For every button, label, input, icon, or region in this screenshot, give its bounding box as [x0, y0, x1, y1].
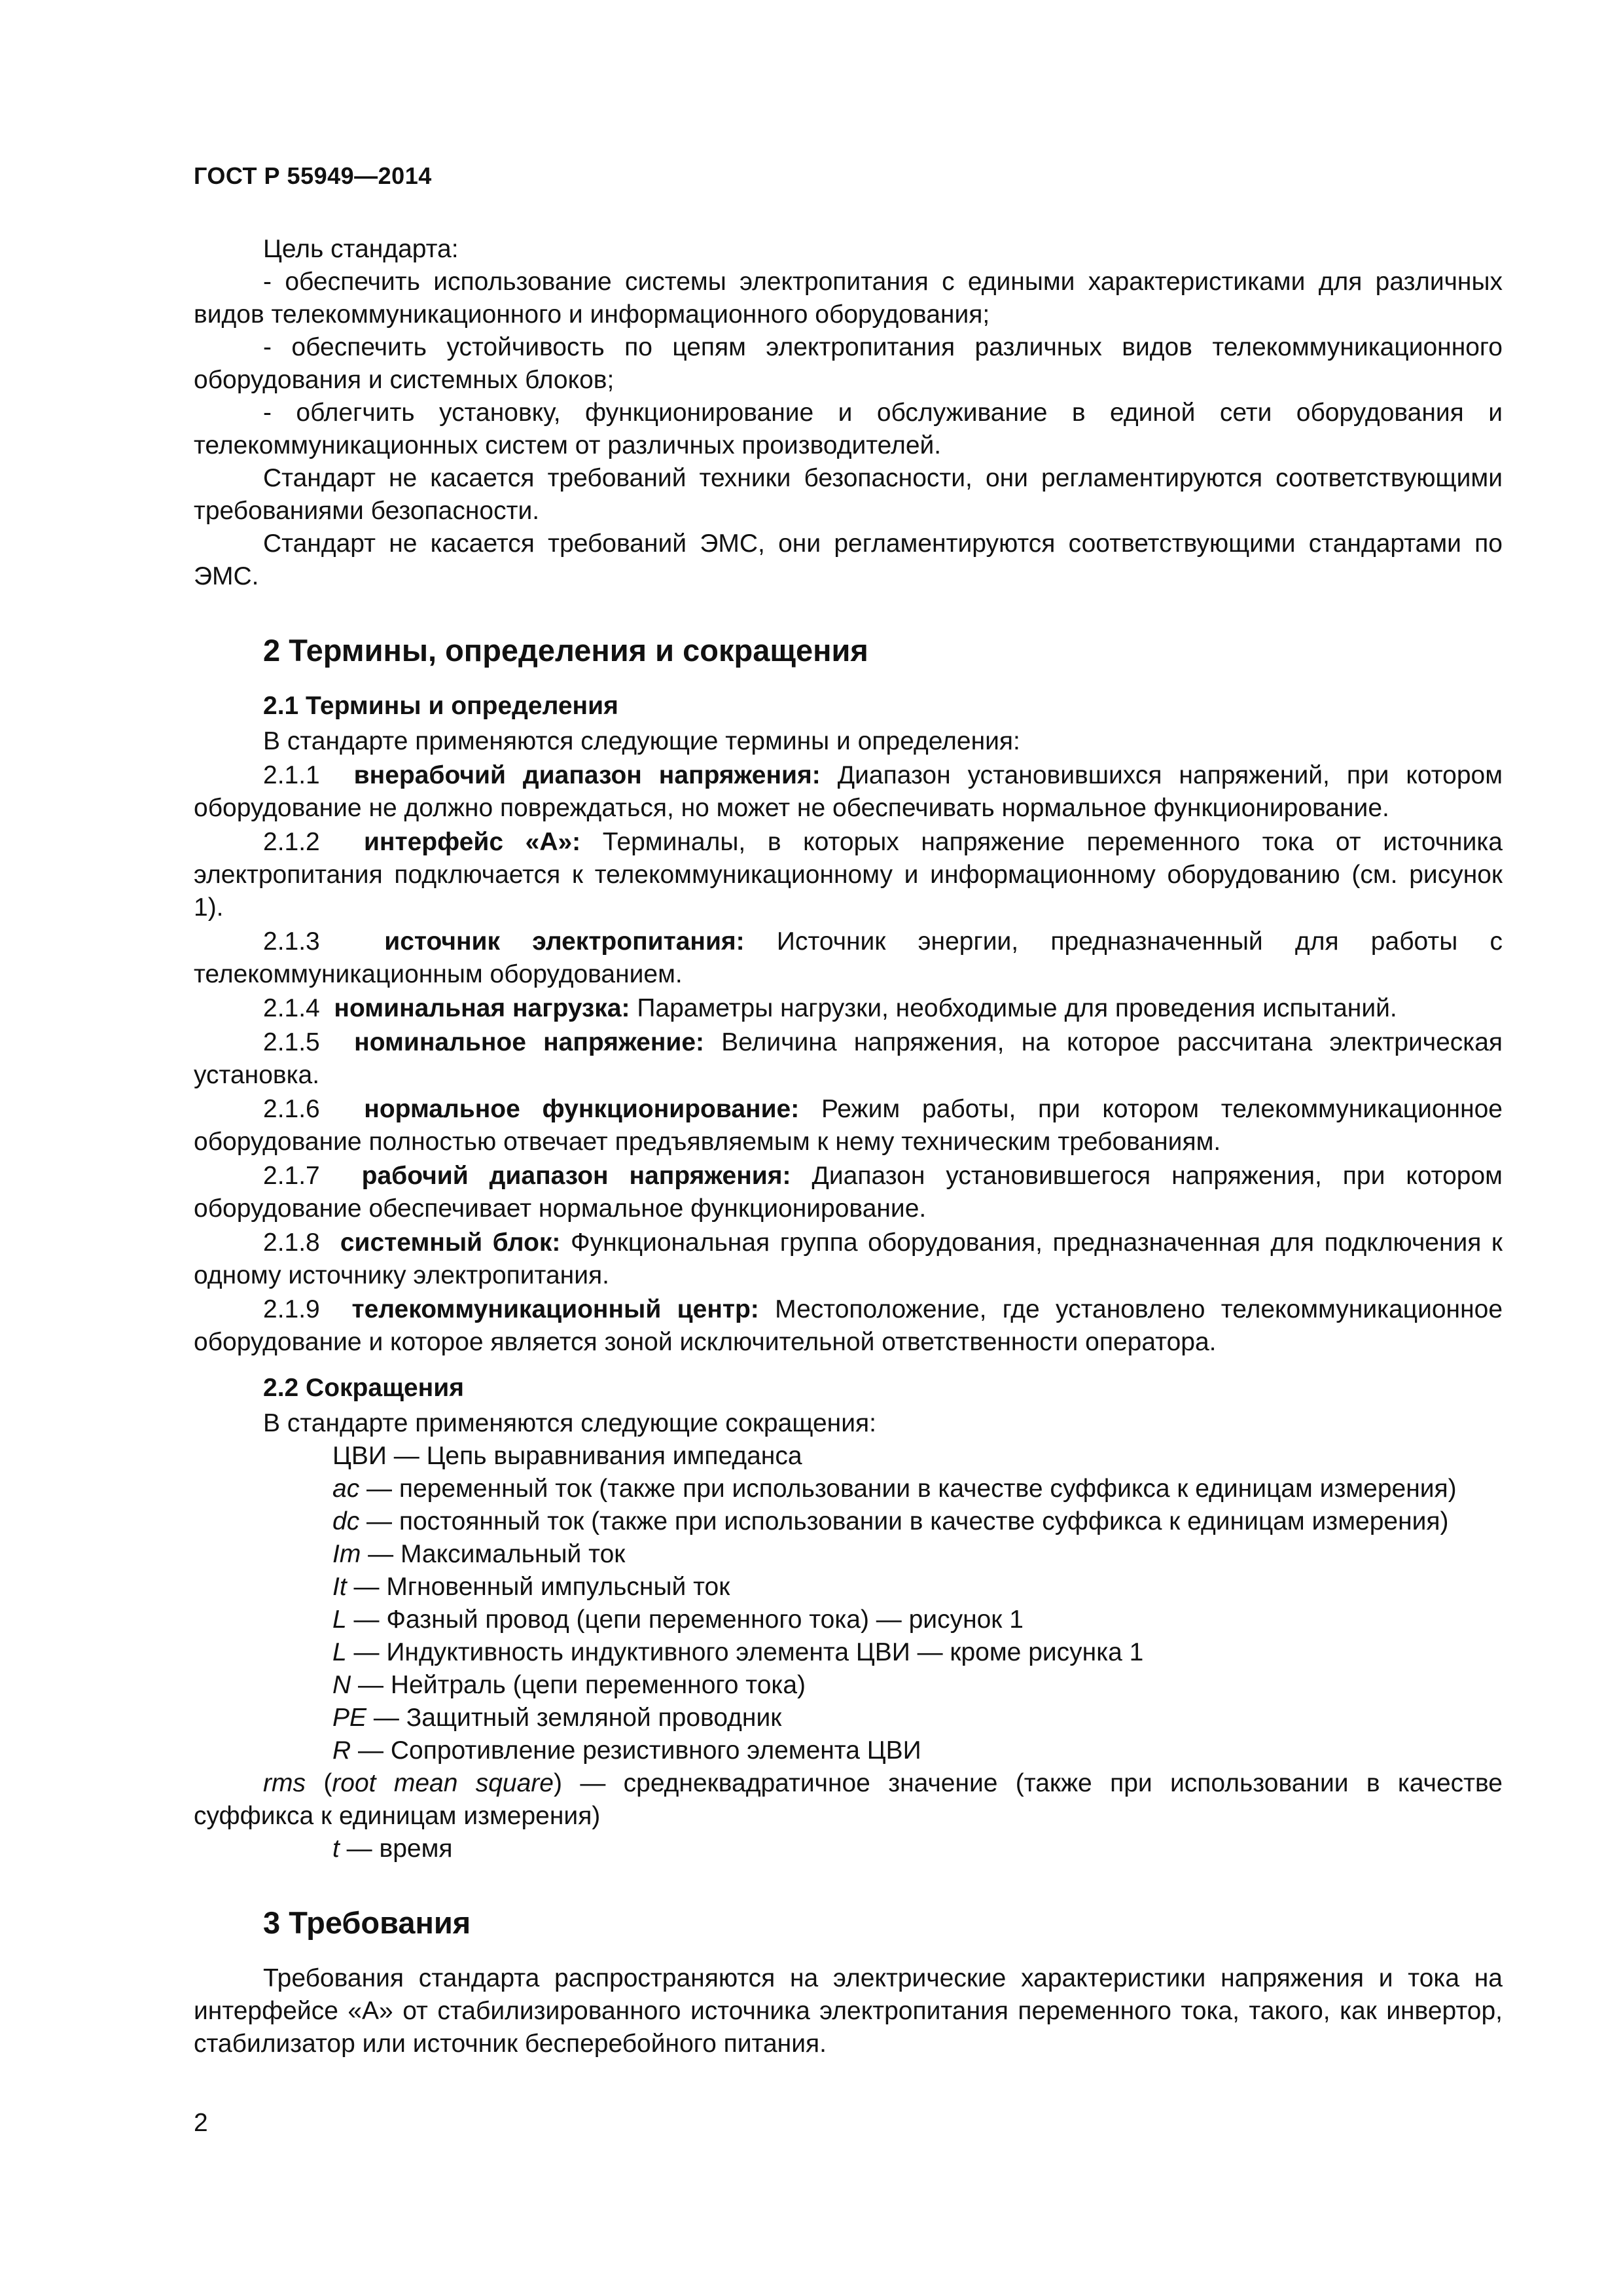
term-text: Диапазон установившегося напряжения, при котором оборудование обеспечивает нормальное функционирование.: [194, 1162, 1503, 1223]
term-name: системный блок:: [340, 1229, 561, 1257]
abbreviation-item: [194, 1734, 1503, 1767]
term-definition: [194, 759, 1503, 825]
abbreviation-item: [194, 1538, 1503, 1571]
abbreviation-item: [194, 1440, 1503, 1473]
term-name: нормальное функционирование:: [364, 1095, 800, 1123]
document-page: [194, 0, 1503, 2296]
term-number: 2.1.3: [263, 927, 320, 956]
purpose-item: - облегчить установку, функционирование и обслуживание в единой сети оборудования и телекоммуникационных систем от различных производителей.: [194, 399, 1503, 459]
abbreviation-text: — постоянный ток (также при использовании в качестве суффикса к единицам измерения): [359, 1507, 1449, 1535]
abbreviation-text: — Нейтраль (цепи переменного тока): [351, 1671, 806, 1699]
terms-intro: В стандарте применяются следующие термины и определения:: [263, 727, 1020, 755]
abbreviation-symbol: Im: [332, 1540, 361, 1568]
abbreviation-item-rms: [194, 1767, 1503, 1833]
abbreviation-symbol: L: [332, 1605, 347, 1634]
term-text: Величина напряжения, на которое рассчитана электрическая установка.: [194, 1028, 1503, 1089]
term-number: 2.1.8: [263, 1229, 320, 1257]
abbreviation-text: ) — среднеквадратичное значение (также при использовании в качестве суффикса к единицам измерения): [194, 1769, 1503, 1830]
safety-note: Стандарт не касается требований техники безопасности, они регламентируются соответствующими требованиями безопасности.: [194, 464, 1503, 525]
term-name: внерабочий диапазон напряжения:: [353, 761, 821, 789]
abbreviation-symbol: ac: [332, 1475, 360, 1503]
page-number: 2: [194, 2109, 208, 2137]
purpose-intro: Цель стандарта:: [263, 235, 459, 263]
term-number: 2.1.2: [263, 828, 320, 856]
abbreviation-symbol: L: [332, 1638, 347, 1666]
subsection-2-1-title: 2.1 Термины и определения: [263, 692, 618, 720]
abbreviations-intro: В стандарте применяются следующие сокращения:: [263, 1409, 876, 1437]
abbreviation-symbol: rms: [263, 1769, 306, 1797]
purpose-item: - обеспечить устойчивость по цепям электропитания различных видов телекоммуникационного оборудования и системных блоков;: [194, 333, 1503, 394]
abbreviation-text: — Сопротивление резистивного элемента ЦВИ: [351, 1736, 921, 1765]
purpose-item: - обеспечить использование системы электропитания с едиными характеристиками для различных видов телекоммуникационного и информационного оборудования;: [194, 268, 1503, 329]
term-definition: [194, 1160, 1503, 1225]
term-text: Диапазон установившихся напряжений, при котором оборудование не должно повреждаться, но может не обеспечивать нормальное функционирование.: [194, 761, 1503, 822]
term-definition: [194, 1293, 1503, 1359]
abbreviation-text: — Защитный земляной проводник: [366, 1704, 782, 1732]
term-text: Режим работы, при котором телекоммуникационное оборудование полностью отвечает предъявляемым к нему техническим требованиям.: [194, 1095, 1503, 1156]
term-name: телекоммуникационный центр:: [351, 1295, 759, 1323]
term-text: Местоположение, где установлено телекоммуникационное оборудование и которое является зоной исключительной ответственности оператора.: [194, 1295, 1503, 1356]
abbreviation-symbol: t: [332, 1835, 340, 1863]
abbreviation-text: — Индуктивность индуктивного элемента ЦВИ — кроме рисунка 1: [346, 1638, 1144, 1666]
term-text: Источник энергии, предназначенный для работы с телекоммуникационным оборудованием.: [194, 927, 1503, 988]
abbreviation-item: [194, 1604, 1503, 1636]
abbreviation-text: — время: [339, 1835, 453, 1863]
abbreviation-symbol: dc: [332, 1507, 360, 1535]
term-definition: [194, 1093, 1503, 1158]
term-text: Терминалы, в которых напряжение переменного тока от источника электропитания подключается к телекоммуникационному и информационному оборудованию (см. рисунок 1).: [194, 828, 1503, 922]
term-name: рабочий диапазон напряжения:: [361, 1162, 791, 1190]
abbreviation-text: — переменный ток (также при использовании в качестве суффикса к единицам измерения): [359, 1475, 1457, 1503]
term-name: интерфейс «А»:: [363, 828, 581, 856]
abbreviation-symbol: R: [332, 1736, 351, 1765]
page-content: [194, 233, 1503, 2060]
term-definition: [194, 1227, 1503, 1292]
abbreviation-text: — Мгновенный импульсный ток: [346, 1573, 730, 1601]
term-number: 2.1.1: [263, 761, 320, 789]
abbreviation-symbol: It: [332, 1573, 347, 1601]
abbreviation-item: [194, 1505, 1503, 1538]
term-number: 2.1.9: [263, 1295, 320, 1323]
section-3-text: Требования стандарта распространяются на электрические характеристики напряжения и тока на интерфейсе «А» от стабилизированного источника электропитания переменного тока, такого, как инвертор, стабилизатор или источник бесперебойного питания.: [194, 1964, 1503, 2058]
subsection-2-2-title: 2.2 Сокращения: [263, 1374, 464, 1402]
section-2-title: 2 Термины, определения и сокращения: [263, 633, 868, 668]
term-number: 2.1.7: [263, 1162, 320, 1190]
abbreviation-text: — Цепь выравнивания импеданса: [386, 1442, 802, 1470]
abbreviation-paren: (: [305, 1769, 332, 1797]
term-number: 2.1.4: [263, 994, 320, 1022]
term-definition: [194, 992, 1503, 1025]
abbreviation-plain: ЦВИ: [332, 1442, 387, 1470]
term-number: 2.1.6: [263, 1095, 320, 1123]
section-3-title: 3 Требования: [263, 1905, 471, 1940]
term-number: 2.1.5: [263, 1028, 320, 1056]
abbreviation-item: [194, 1571, 1503, 1604]
abbreviation-item: [194, 1636, 1503, 1669]
abbreviation-item: [194, 1833, 1503, 1865]
abbreviation-item: [194, 1473, 1503, 1505]
term-text: Параметры нагрузки, необходимые для проведения испытаний.: [630, 994, 1397, 1022]
term-definition: [194, 925, 1503, 991]
abbreviation-expansion: root mean square: [332, 1769, 554, 1797]
abbreviation-text: — Максимальный ток: [361, 1540, 626, 1568]
abbreviation-text: — Фазный провод (цепи переменного тока) — рисунок 1: [346, 1605, 1024, 1634]
term-name: номинальная нагрузка:: [334, 994, 630, 1022]
document-number: ГОСТ Р 55949—2014: [194, 162, 432, 189]
abbreviation-symbol: PE: [332, 1704, 367, 1732]
term-name: номинальное напряжение:: [354, 1028, 705, 1056]
term-text: Функциональная группа оборудования, предназначенная для подключения к одному источнику электропитания.: [194, 1229, 1503, 1289]
abbreviation-symbol: N: [332, 1671, 351, 1699]
term-definition: [194, 1026, 1503, 1092]
term-name: источник электропитания:: [384, 927, 745, 956]
emc-note: Стандарт не касается требований ЭМС, они регламентируются соответствующими стандартами по ЭМС.: [194, 529, 1503, 590]
abbreviation-item: [194, 1669, 1503, 1702]
term-definition: [194, 826, 1503, 924]
abbreviation-item: [194, 1702, 1503, 1734]
